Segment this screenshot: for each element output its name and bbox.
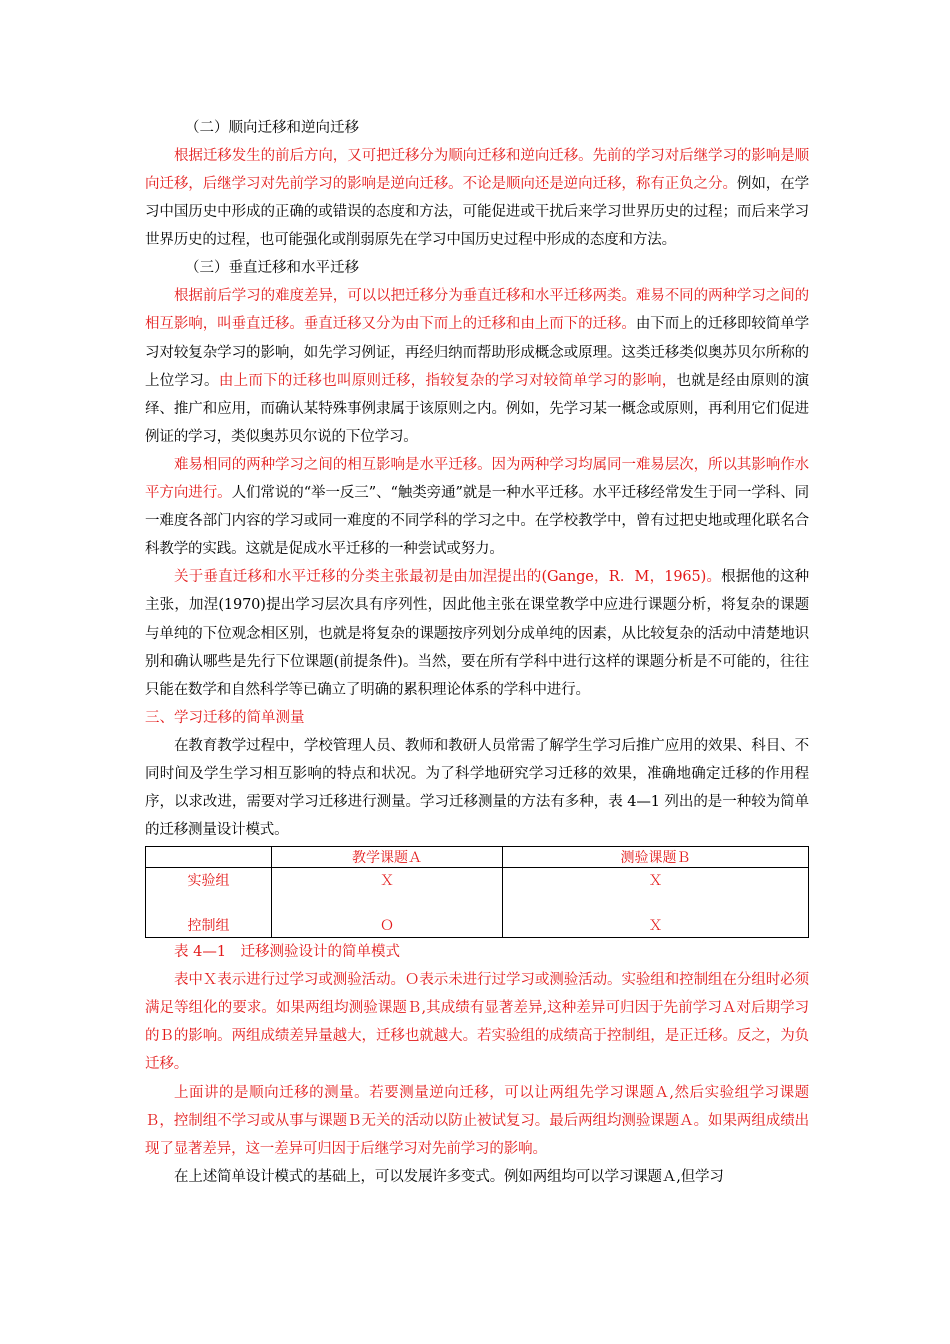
paragraph-table-explanation: 表中Ｘ表示进行过学习或测验活动。Ｏ表示未进行过学习或测验活动。实验组和控制组在分组时必须满足等组化的要求。如果两组均测验课题Ｂ,其成绩有显著差异,这种差异可归因于先前学习Ａ对后期学习的Ｂ的影响。两组成绩差异量越大，迁移也就越大。若实验组的成绩高于控制组，是正迁移。反之，为负迁移。	[145, 972, 809, 1073]
cell-experimental-b: Ｘ	[648, 873, 663, 890]
table-column-b-values	[503, 868, 809, 938]
highlighted-text: 难易相同的两种学习之间的相互影响是水平迁移。因为两种学习均属同一难易层次，所以其影响作水平方向进行。	[145, 456, 809, 502]
cell-experimental-a: Ｘ	[380, 873, 394, 890]
heading-forward-backward-transfer: （二）顺向迁移和逆向迁移	[185, 120, 359, 136]
row-label-control: 控制组	[187, 918, 230, 935]
paragraph-gagne	[145, 563, 809, 703]
paragraph-backward-measurement: 上面讲的是顺向迁移的测量。若要测量逆向迁移，可以让两组先学习课题Ａ,然后实验组学习课题Ｂ，控制组不学习或从事与课题Ｂ无关的活动以防止被试复习。最后两组均测验课题Ａ。如果两组成绩出现了显著差异，这一差异可归因于后继学习对先前学习的影响。	[145, 1084, 809, 1157]
paragraph-forward-backward	[145, 142, 809, 254]
table-header-b: 测验课题Ｂ	[503, 847, 809, 868]
paragraph-vertical-transfer	[145, 282, 809, 451]
highlighted-text: 关于垂直迁移和水平迁移的分类主张最初是由加涅提出的(Gange，R．M，1965)。	[174, 569, 722, 586]
body-text: 人们常说的“举一反三”、“触类旁通”就是一种水平迁移。水平迁移经常发生于同一学科、同一难度各部门内容的学习或同一难度的不同学科的学习之中。在学校教学中，曾有过把史地或理化联名合科教学的实践。这就是促成水平迁移的一种尝试或努力。	[145, 485, 809, 558]
highlighted-text: 由上而下的迁移也叫原则迁移，指较复杂的学习对较简单学习的影响，	[218, 372, 677, 389]
table-row	[146, 868, 809, 938]
paragraph-variants: 在上述简单设计模式的基础上，可以发展许多变式。例如两组均可以学习课题Ａ,但学习	[174, 1168, 724, 1185]
table-header-row	[146, 847, 809, 868]
document-page	[145, 114, 809, 1191]
body-text: 由下而上的迁移即较简单学习对较复杂学习的影响，如先学习例证，再经归纳而帮助形成概念或原理。这类迁移类似奥苏贝尔所称的上位学习。	[145, 316, 809, 389]
section-heading-measurement: 三、学习迁移的简单测量	[145, 709, 305, 726]
table-caption: 表 4—1 迁移测验设计的简单模式	[174, 944, 401, 961]
cell-control-b: Ｘ	[648, 918, 663, 935]
paragraph-horizontal-transfer	[145, 451, 809, 563]
highlighted-text: 根据迁移发生的前后方向，又可把迁移分为顺向迁移和逆向迁移。先前的学习对后继学习的影响是顺向迁移，后继学习对先前学习的影响是逆向迁移。不论是顺向还是逆向迁移，称有正负之分。	[145, 148, 809, 193]
table-row-labels	[146, 868, 272, 938]
table-column-a-values	[272, 868, 503, 938]
transfer-design-table	[145, 846, 809, 938]
highlighted-text: 根据前后学习的难度差异，可以以把迁移分为垂直迁移和水平迁移两类。难易不同的两种学习之间的相互影响，叫垂直迁移。垂直迁移又分为由下而上的迁移和由上而下的迁移。	[145, 288, 809, 333]
cell-control-a: Ｏ	[380, 918, 394, 935]
heading-vertical-horizontal-transfer: （三）垂直迁移和水平迁移	[185, 260, 359, 277]
row-label-experimental: 实验组	[187, 873, 230, 890]
table-corner-cell	[146, 847, 272, 868]
body-text: 例如，在学习中国历史中形成的正确的或错误的态度和方法，可能促进或干扰后来学习世界历史的过程；而后来学习世界历史的过程，也可能强化或削弱原先在学习中国历史过程中形成的态度和方法。	[145, 176, 810, 249]
paragraph-measurement-intro: 在教育教学过程中，学校管理人员、教师和教研人员常需了解学生学习后推广应用的效果、科目、不同时间及学生学习相互影响的特点和状况。为了科学地研究学习迁移的效果，准确地确定迁移的作用程序，以求改进，需要对学习迁移进行测量。学习迁移测量的方法有多种，表 4—1 列出的是一种较为简单的迁移测量设计模式。	[145, 737, 809, 839]
table-header-a: 教学课题Ａ	[272, 847, 503, 868]
body-text: 根据他的这种主张，加涅(1970)提出学习层次具有序列性，因此他主张在课堂教学中应进行课题分析，将复杂的课题与单纯的下位观念相区别，也就是将复杂的课题按序列划分成单纯的因素，从比较复杂的活动中清楚地识别和确认哪些是先行下位课题(前提条件)。当然，要在所有学科中进行这样的课题分析是不可能的，往往只能在数学和自然科学等已确立了明确的累积理论体系的学科中进行。	[145, 569, 809, 698]
body-text: 也就是经由原则的演绎、推广和应用，而确认某特殊事例隶属于该原则之内。例如，先学习某一概念或原则，再利用它们促进例证的学习，类似奥苏贝尔说的下位学习。	[145, 372, 809, 445]
